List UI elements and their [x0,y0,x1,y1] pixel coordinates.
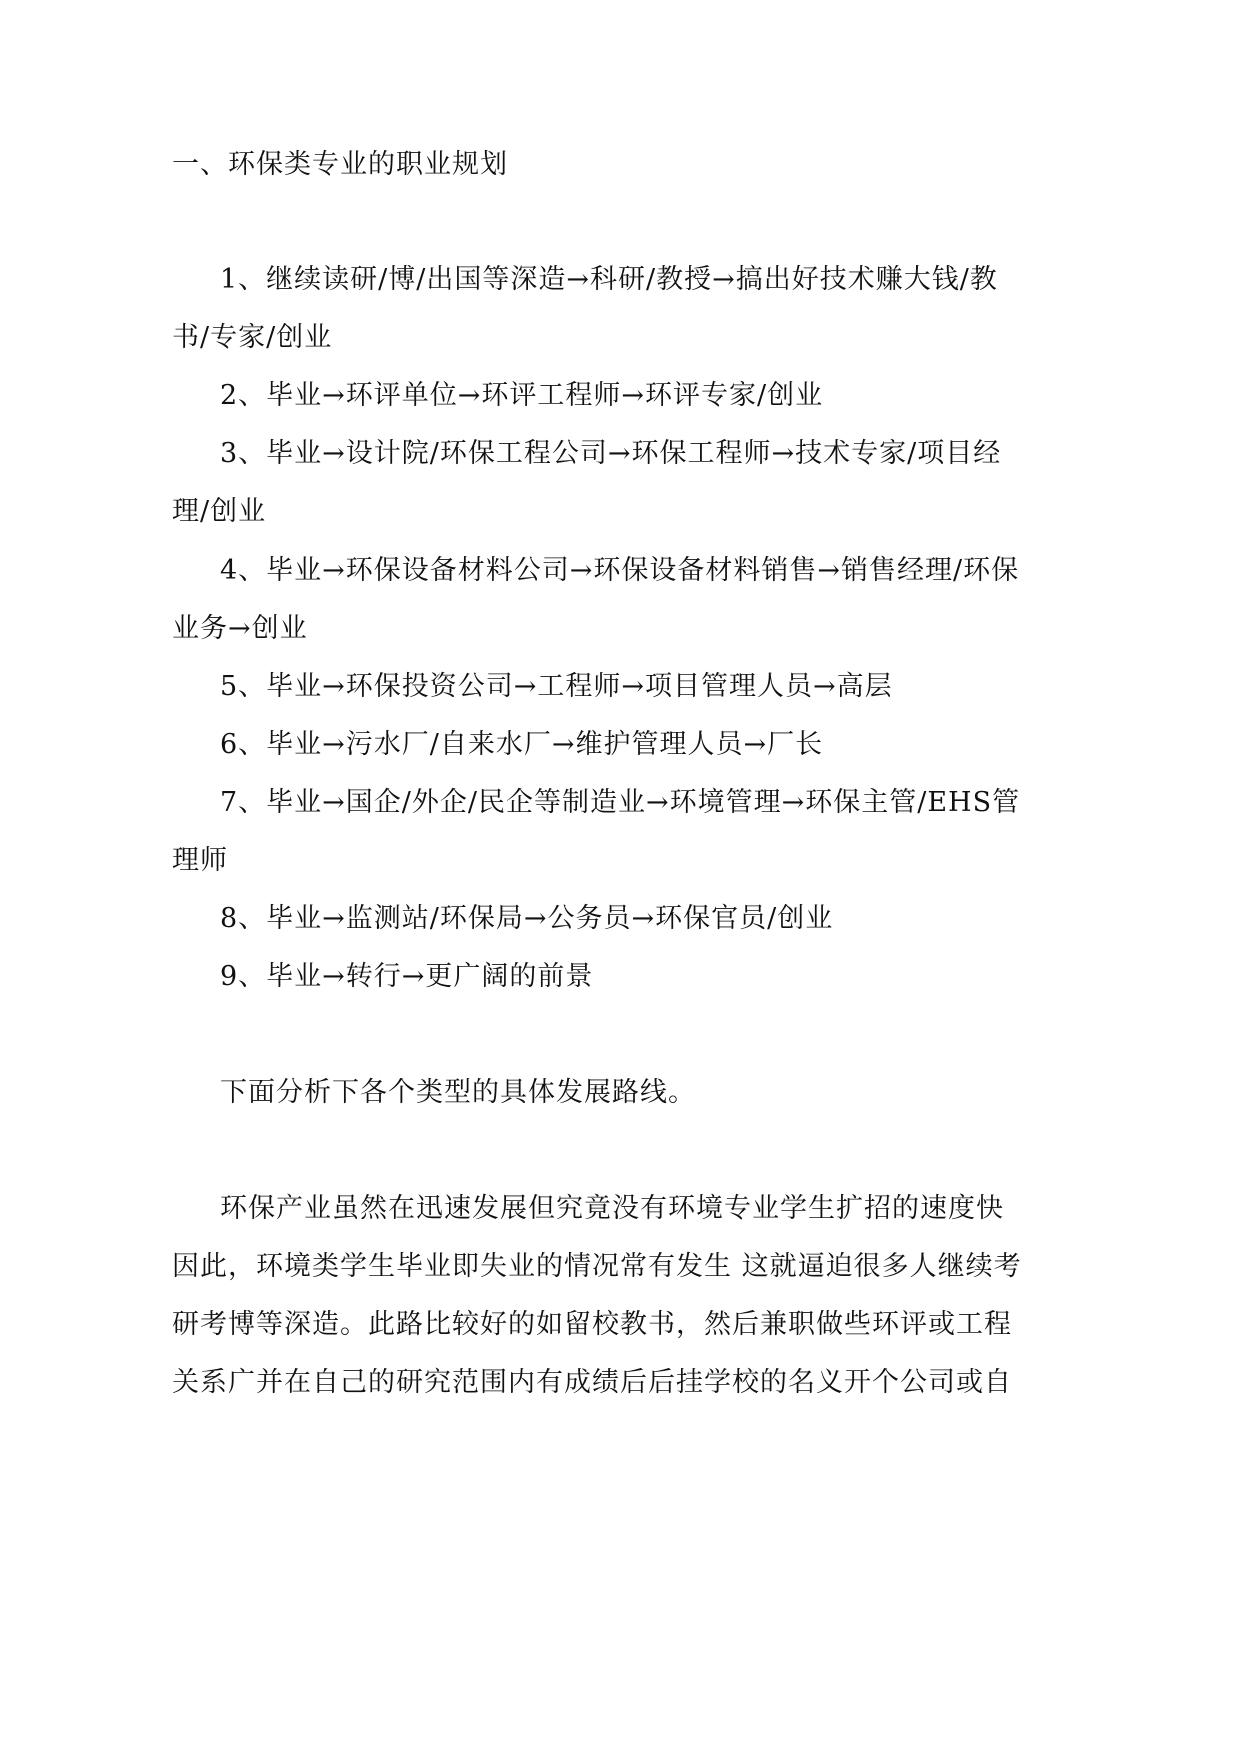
paragraph-line-2: 因此，环境类学生毕业即失业的情况常有发生 这就逼迫很多人继续考 [172,1251,1022,1282]
section-heading: 一、环保类专业的职业规划 [172,149,508,180]
list-item-3-line-1: 3、毕业→设计院/环保工程公司→环保工程师→技术专家/项目经 [220,438,1002,469]
intro-sentence: 下面分析下各个类型的具体发展路线。 [220,1077,696,1108]
list-item-1-line-2: 书/专家/创业 [172,322,333,353]
list-item-2: 2、毕业→环评单位→环评工程师→环评专家/创业 [220,380,824,411]
list-item-1-line-1: 1、继续读研/博/出国等深造→科研/教授→搞出好技术赚大钱/教 [220,264,998,295]
list-item-4-line-2: 业务→创业 [172,613,308,644]
list-item-5: 5、毕业→环保投资公司→工程师→项目管理人员→高层 [220,671,893,702]
list-item-4-line-1: 4、毕业→环保设备材料公司→环保设备材料销售→销售经理/环保 [220,555,1020,586]
paragraph-line-4: 关系广并在自己的研究范围内有成绩后后挂学校的名义开个公司或自 [172,1367,1012,1398]
list-item-3-line-2: 理/创业 [172,496,267,527]
list-item-9: 9、毕业→转行→更广阔的前景 [220,961,594,992]
paragraph-line-3: 研考博等深造。此路比较好的如留校教书，然后兼职做些环评或工程 [172,1309,1012,1340]
list-item-8: 8、毕业→监测站/环保局→公务员→环保官员/创业 [220,903,834,934]
paragraph-line-1: 环保产业虽然在迅速发展但究竟没有环境专业学生扩招的速度快 [220,1193,1004,1224]
list-item-7-line-2: 理师 [172,845,228,876]
list-item-6: 6、毕业→污水厂/自来水厂→维护管理人员→厂长 [220,729,824,760]
list-item-7-line-1: 7、毕业→国企/外企/民企等制造业→环境管理→环保主管/EHS管 [220,787,1021,818]
